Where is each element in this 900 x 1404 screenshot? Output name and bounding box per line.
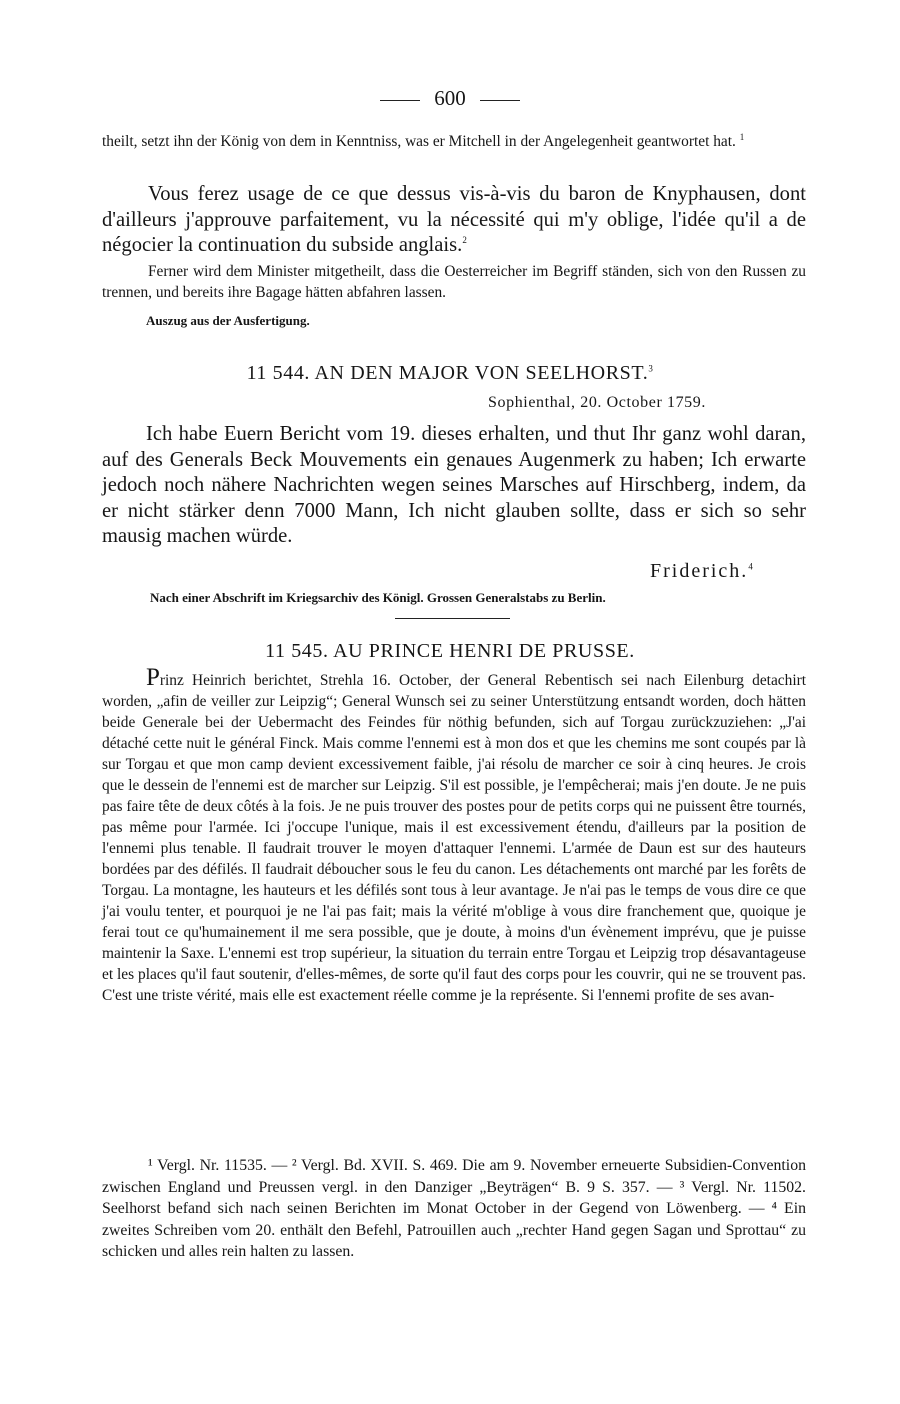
letter-body-11545	[102, 664, 806, 1006]
archive-note-text: Nach einer Abschrift im Kriegsarchiv des Königl. Grossen Generalstabs zu Berlin.	[150, 590, 606, 605]
letter-title-text: 11 545. AU PRINCE HENRI DE PRUSSE.	[265, 640, 635, 662]
dateline: Sophienthal, 20. October 1759.	[488, 394, 706, 411]
letter-title-11545	[0, 640, 900, 663]
footnote-marker: 4	[748, 561, 755, 572]
letter-body-text: Ich habe Euern Bericht vom 19. dieses erhalten, und thut Ihr ganz wohl daran, auf des Generals Beck Mouvements ein genaues Augenmerk zu haben; Ich erwarte jedoch noch nähere Nachrichten wegen seines Marsches auf Hirschberg, indem, da er nicht stärker denn 7000 Mann, Ich nicht glauben sollte, dass er sich so sehr mausig machen würde.	[102, 423, 806, 548]
letter-title-11544	[0, 362, 900, 385]
intro-text-2: Ferner wird dem Minister mitgetheilt, dass die Oesterreicher im Begriff ständen, sich von den Russen zu trennen, und bereits ihre Bagage hätten abfahren lassen.	[102, 263, 806, 301]
intro-paragraph-2	[102, 261, 806, 303]
footnote-marker: 2	[462, 235, 467, 246]
page-number: 600	[434, 86, 466, 110]
letter-body-text: rinz Heinrich berichtet, Strehla 16. October, der General Rebentisch sei nach Eilenburg detachirt worden, „afin de veiller zur Leipzig“; General Wunsch sei zu seiner Unterstützung entsandt worden, doch hätten beide Generale bei der Uebermacht des Feindes für nöthig befunden, sich auf Torgau zurückzuziehen: „J'ai détaché cette nuit le général Finck. Mais comme l'ennemi est à mon dos et que les chemins me sont coupés par là sur Torgau et que mon camp devient excessivement faible, j'ai résolu de marcher ce soir à cinq heures. Je crois que le dessein de l'ennemi est de marcher sur Leipzig. S'il est possible, je l'empêcherai; mais j'en doute. Je ne puis pas faire tête de deux côtés à la fois. Je ne puis trouver des postes pour de petits corps qui ne puissent être tournés, pas même pour l'armée. Ici j'occupe l'unique, mais il est excessivement étendu, d'ailleurs par la position de l'ennemi plus tenable. Il faudrait trouver le moyen d'attaquer l'ennemi. L'armée de Daun est sur des hauteurs bordées par des défilés. Il faudrait déboucher sous le feu du canon. Les détachements ont marché par les forêts de Torgau. La montagne, les hauteurs et les défilés sont tous à leur avantage. Je n'ai pas le temps de vous dire ce que j'ai voulu tenter, et pourquoi je ne l'ai pas fait; mais la vérité m'oblige à vous dire franchement que, quoique je ferai tout ce qu'humainement il me sera possible, que je doute, à moins d'un évènement imprévu, que je puisse maintenir la Saxe. L'ennemi est trop supérieur, la situation du terrain entre Torgau et Leipzig trop désavantageuse et les places qu'il faut soutenir, d'elles-mêmes, de sorte qu'il faut des corps pour les couvrir, qui ne se trouvent pas. C'est une triste vérité, mais elle est exactement réelle comme je la représente. Si l'ennemi profite de ses avan-	[102, 672, 806, 1004]
letter-excerpt	[102, 182, 806, 259]
letter-title-text: 11 544. AN DEN MAJOR VON SEELHORST.	[246, 362, 649, 384]
archive-note	[150, 589, 790, 607]
header-rule-left	[380, 100, 420, 101]
letter-body-11544	[102, 422, 806, 550]
source-note-text: Auszug aus der Ausfertigung.	[146, 313, 310, 328]
header-rule-right	[480, 100, 520, 101]
footnote-marker: 3	[648, 363, 654, 374]
letter-excerpt-text: Vous ferez usage de ce que dessus vis-à-vis du baron de Knyphausen, dont d'ailleurs j'approuve parfaitement, vu la nécessité qui m'y oblige, l'idée qu'il a de négocier la continuation du subside anglais.	[102, 183, 806, 257]
initial-letter: P	[146, 664, 160, 691]
footnote-marker: 1	[739, 131, 745, 142]
signature	[650, 560, 755, 583]
section-divider	[395, 618, 510, 619]
signature-text: Friderich.	[650, 560, 749, 582]
footnotes	[102, 1155, 806, 1263]
source-note	[146, 312, 546, 330]
page-header	[0, 86, 900, 111]
footnotes-text: ¹ Vergl. Nr. 11535. — ² Vergl. Bd. XVII. S. 469. Die am 9. November erneuerte Subsidien-Convention zwischen England und Preussen vergl. in den Danziger „Beyträgen“ B. 9 S. 357. — ³ Vergl. Nr. 11502. Seelhorst befand sich nach seinen Berichten im Monat October in der Gegend von Löwenberg. — ⁴ Ein zweites Schreiben vom 20. enthält den Befehl, Patrouillen auch „rechter Hand gegen Sagan und Sprottau“ zu schicken und alles rein halten zu lassen.	[102, 1157, 806, 1261]
intro-paragraph	[102, 131, 806, 152]
intro-text: theilt, setzt ihn der König von dem in Kenntniss, was er Mitchell in der Angelegenheit geantwortet hat.	[102, 133, 736, 150]
